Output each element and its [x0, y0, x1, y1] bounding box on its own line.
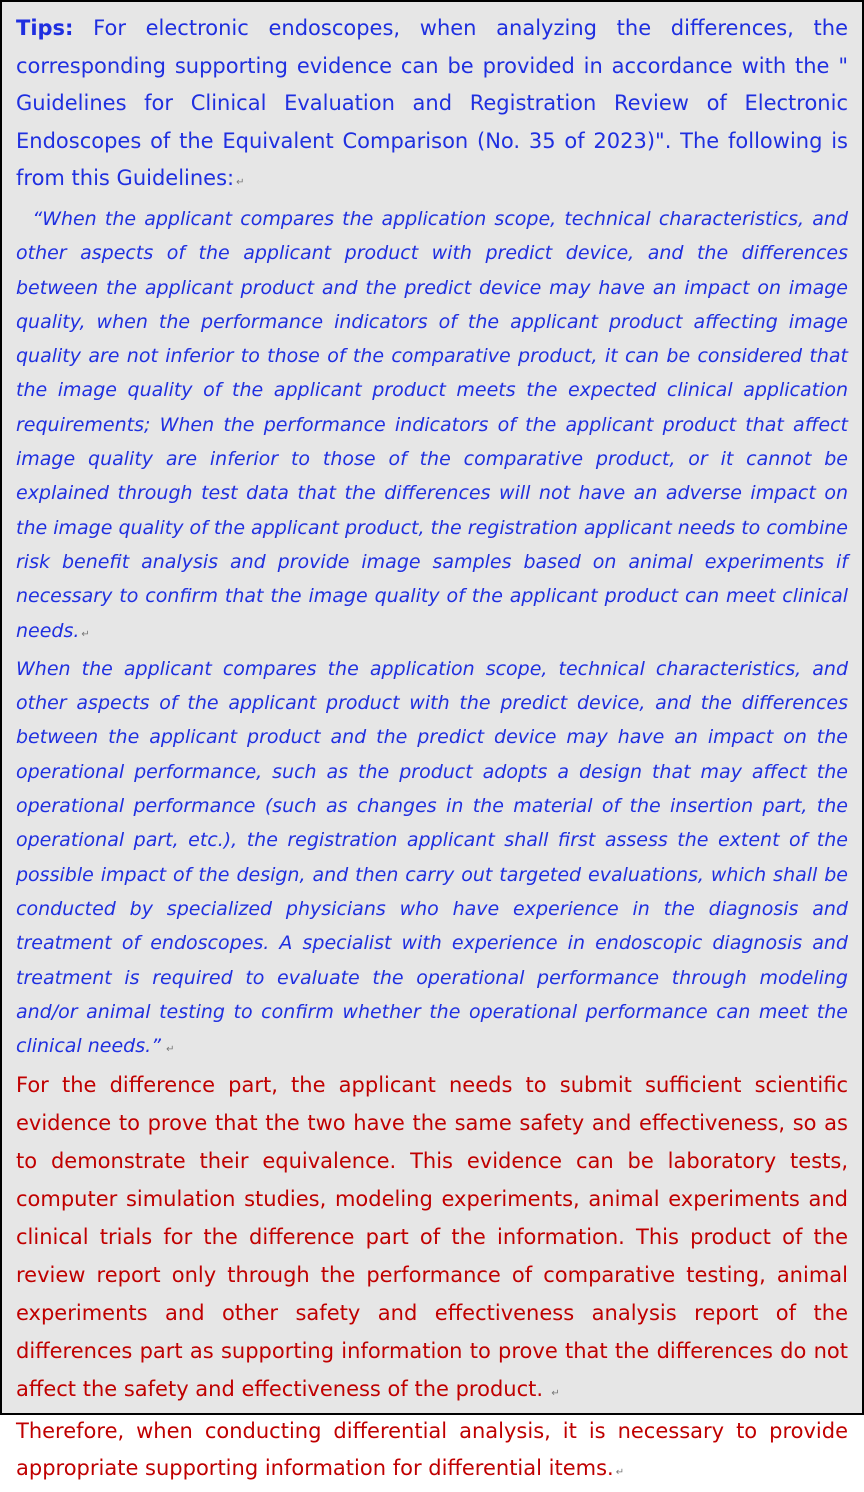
difference-note-text-2: Therefore, when conducting differential analysis, it is necessary to provide appropriate supporting information for differential items. — [16, 1418, 848, 1481]
tips-label: Tips: — [16, 16, 74, 40]
guideline-quote-text-1: “When the applicant compares the application scope, technical characteristics, and other aspects of the applicant product with predict device, and the differences between the applicant product and the predict device may have an impact on image quality, when the performance indicators of the applicant product affecting image quality are not inferior to those of the comparative product, it can be considered that the image quality of the applicant product meets the expected clinical application requirements; When the performance indicators of the applicant product that affect image quality are inferior to those of the comparative product, or it cannot be explained through test data that the differences will not have an adverse impact on the image quality of the applicant product, the registration applicant needs to combine risk benefit analysis and provide image samples based on animal experiments if necessary to confirm that the image quality of the applicant product can meet clinical needs. — [16, 207, 848, 642]
guideline-quote-paragraph-1 — [16, 202, 848, 652]
tips-paragraph — [16, 10, 848, 202]
paragraph-mark-icon: ↵ — [545, 1387, 560, 1399]
paragraph-mark-icon: ↵ — [615, 1467, 625, 1479]
guideline-quote-text-2: When the applicant compares the application scope, technical characteristics, and other aspects of the applicant product with the predict device, and the differences between the applicant product and the predict device may have an impact on the operational performance, such as the product adopts a design that may affect the operational performance (such as changes in the material of the insertion part, the operational part, etc.), the registration applicant shall first assess the extent of the possible impact of the design, and then carry out targeted evaluations, which shall be conducted by specialized physicians who have experience in the diagnosis and treatment of endoscopes. A specialist with experience in endoscopic diagnosis and treatment is required to evaluate the operational performance through modeling and/or animal testing to confirm whether the operational performance can meet the clinical needs.” — [16, 657, 848, 1058]
guideline-quote-paragraph-2 — [16, 652, 848, 1068]
paragraph-mark-icon: ↵ — [236, 177, 245, 189]
difference-note-text-1: For the difference part, the applicant needs to submit sufficient scientific evidence to prove that the two have the same safety and effectiveness, so as to demonstrate their equivalence. This evidence can be laboratory tests, computer simulation studies, modeling experiments, animal experiments and clinical trials for the difference part of the information. This product of the review report only through the performance of comparative testing, animal experiments and other safety and effectiveness analysis report of the differences part as supporting information to prove that the differences do not affect the safety and effectiveness of the product. — [16, 1073, 848, 1401]
difference-note-paragraph-1 — [16, 1067, 848, 1412]
paragraph-mark-icon: ↵ — [81, 628, 90, 640]
difference-note-paragraph-2 — [16, 1413, 848, 1492]
paragraph-mark-icon: ↵ — [163, 1044, 175, 1056]
tips-text: For electronic endoscopes, when analyzing the differences, the corresponding supporting evidence can be provided in accordance with the " Guidelines for Clinical Evaluation and Registration Review of Electronic Endoscopes of the Equivalent Comparison (No. 35 of 2023)". The following is from this Guidelines: — [16, 16, 848, 191]
